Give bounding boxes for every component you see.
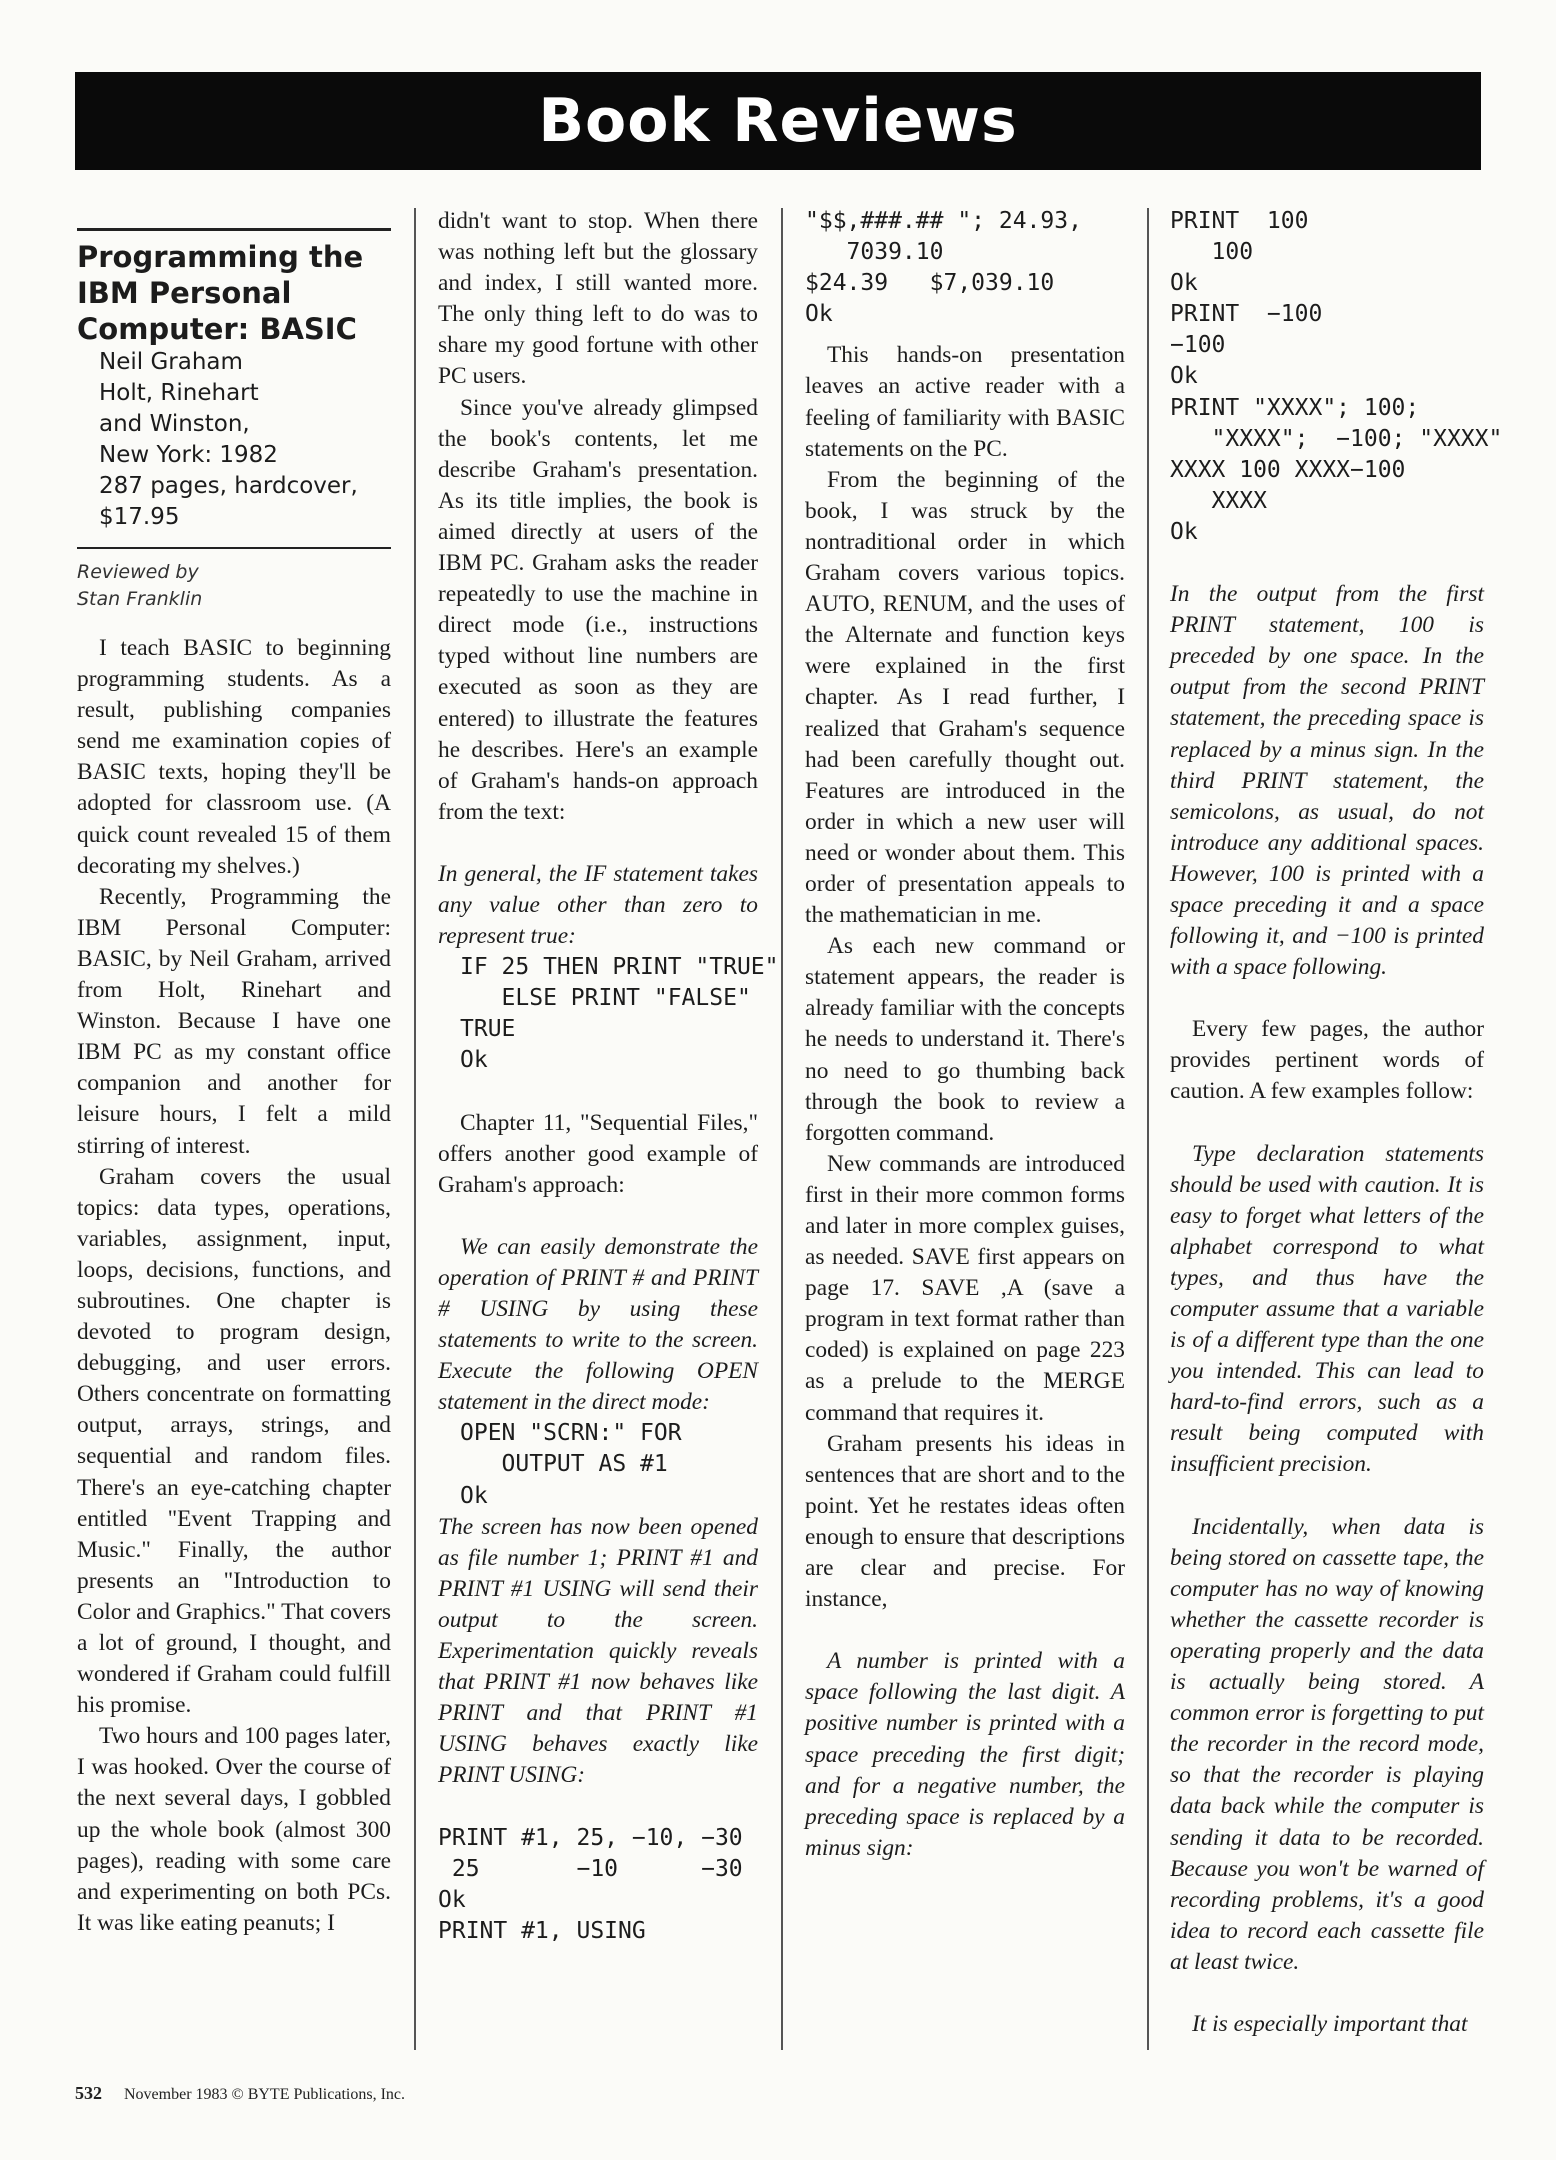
paragraph: New commands are introduced first in their more common forms and later in more complex guises, as needed. SAVE first appears on page 17. SAVE ,A (save a program in text format rather than coded) is explained on page 223 as a prelude to the MERGE command that requires it. <box>805 1150 1125 1426</box>
quote-paragraph: In the output from the first PRINT statement, 100 is preceded by one space. In the output from the second PRINT statement, the preceding space is replaced by a minus sign. In the third PRINT statement, the semicolons, as usual, do not introduce any additional spaces. However, 100 is printed with a space preceding it and a space following it, and −100 is printed with a space following. <box>1170 581 1484 981</box>
quote-paragraph: A number is printed with a space following the last digit. A positive number is printed with a space preceding the first digit; and for a negative number, the preceding space is replaced by a minus sign: <box>805 1648 1125 1861</box>
paragraph: Every few pages, the author provides pertinent words of caution. A few examples follow: <box>1170 1016 1484 1105</box>
paragraph: Since you've already glimpsed the book's contents, let me describe Graham's presentation. As its title implies, the book is aimed directly at users of the IBM PC. Graham asks the reader repeatedly to use the machine in direct mode (i.e., instructions typed without line numbers are executed as soon as they are entered) to illustrate the features he describes. Here's an example of Graham's hands-on approach from the text: <box>438 394 758 825</box>
column-divider <box>1147 208 1149 2050</box>
paragraph: Recently, Programming the IBM Personal Computer: BASIC, by Neil Graham, arrived from Holt, Rinehart and Winston. Because I have one IBM PC as my constant office companion and another for leisure hours, I felt a mild stirring of interest. <box>77 883 391 1159</box>
book-publisher: Holt, Rinehart <box>99 380 259 406</box>
quote-paragraph: Type declaration statements should be used with caution. It is easy to forget what letters of the alphabet correspond to what types, and thus have the computer assume that a variable is of a different type than the one you intended. This can lead to hard-to-find errors, such as a result being computed with insufficient precision. <box>1170 1140 1484 1478</box>
section-title: Book Reviews <box>538 86 1018 156</box>
paragraph: Graham presents his ideas in sentences that are short and to the point. Yet he restates ideas often enough to ensure that descriptions are clear and precise. For instance, <box>805 1430 1125 1613</box>
book-publisher: and Winston, <box>99 411 250 437</box>
column-3 <box>805 206 1125 2015</box>
footer-credit: November 1983 © BYTE Publications, Inc. <box>124 2086 405 2103</box>
column-divider <box>414 208 416 2050</box>
book-place-year: New York: 1982 <box>99 442 278 468</box>
book-price: $17.95 <box>99 504 180 530</box>
paragraph: Two hours and 100 pages later, I was hooked. Over the course of the next several days, I gobbled up the whole book (almost 300 pages), reading with some care and experimenting on both PCs. It was like eating peanuts; I <box>77 1723 391 1936</box>
paragraph: As each new command or statement appears, the reader is already familiar with the concepts he needs to understand it. There's no need to go thumbing back through the book to review a forgotten command. <box>805 933 1125 1146</box>
quote-paragraph: Incidentally, when data is being stored on cassette tape, the computer has no way of knowing whether the cassette recorder is operating properly and the data is actually being stored. A common error is forgetting to put the recorder in the record mode, so that the recorder is playing data back while the computer is sending it data to be recorded. Because you won't be warned of recording problems, it's a good idea to record each cassette file at least twice. <box>1170 1513 1484 1975</box>
page-number: 532 <box>75 2083 102 2103</box>
code-listing: PRINT #1, 25, −10, −30 25 −10 −30 Ok PRINT #1, USING <box>438 1824 743 1944</box>
reviewer-credit <box>77 559 391 613</box>
book-author: Neil Graham <box>99 349 243 375</box>
code-listing: OPEN "SCRN:" FOR OUTPUT AS #1 Ok <box>460 1420 682 1509</box>
column-2 <box>438 206 779 2015</box>
page-footer <box>75 2083 405 2104</box>
code-listing: IF 25 THEN PRINT "TRUE" ELSE PRINT "FALSE" TRUE Ok <box>460 954 779 1074</box>
paragraph: I teach BASIC to beginning programming students. As a result, publishing companies send me examination copies of BASIC texts, hoping they'll be adopted for classroom use. (A quick count revealed 15 of them decorating my shelves.) <box>77 635 391 879</box>
book-box-top-rule <box>77 228 391 231</box>
column-1 <box>77 206 391 2015</box>
quote-paragraph: It is especially important that <box>1192 2010 1468 2037</box>
section-banner <box>75 72 1481 170</box>
paragraph: From the beginning of the book, I was struck by the nontraditional order in which Graham covers various topics. AUTO, RENUM, and the uses of the Alternate and function keys were explained in the first chapter. As I read further, I realized that Graham's sequence had been carefully thought out. Features are introduced in the order in which a new user will need or wonder about them. This order of presentation appeals to the mathematician in me. <box>805 466 1125 929</box>
paragraph: didn't want to stop. When there was nothing left but the glossary and index, I still wanted more. The only thing left to do was to share my good fortune with other PC users. <box>438 208 758 390</box>
column-4 <box>1170 206 1503 2037</box>
paragraph: Graham covers the usual topics: data types, operations, variables, assignment, input, loops, decisions, functions, and subroutines. One chapter is devoted to program design, debugging, and user errors. Others concentrate on formatting output, arrays, strings, and sequential and random files. There's an eye-catching chapter entitled "Event Trapping and Music." Finally, the author presents an "Introduction to Color and Graphics." That covers a lot of ground, I thought, and wondered if Graham could fulfill his promise. <box>77 1163 391 1719</box>
reviewer-name: Stan Franklin <box>77 588 203 610</box>
quote-paragraph: The screen has now been opened as file number 1; PRINT #1 and PRINT #1 USING will send their output to the screen. Experimentation quickly reveals that PRINT #1 now behaves like PRINT and that PRINT #1 USING behaves exactly like PRINT USING: <box>438 1513 758 1789</box>
book-pages: 287 pages, hardcover, <box>99 473 358 499</box>
code-listing: PRINT 100 100 Ok PRINT −100 −100 Ok PRINT "XXXX"; 100; "XXXX"; −100; "XXXX" XXXX 100 XXXX−100 XXXX Ok <box>1170 208 1503 545</box>
paragraph: Chapter 11, "Sequential Files," offers another good example of Graham's approach: <box>438 1109 758 1198</box>
paragraph: This hands-on presentation leaves an active reader with a feeling of familiarity with BASIC statements on the PC. <box>805 342 1125 462</box>
book-info-box <box>77 228 391 613</box>
reviewer-label: Reviewed by <box>77 561 199 583</box>
quote-paragraph: We can easily demonstrate the operation of PRINT # and PRINT # USING by using these statements to write to the screen. Execute the following OPEN statement in the direct mode: <box>438 1233 758 1416</box>
quote-paragraph: In general, the IF statement takes any value other than zero to represent true: <box>438 860 758 950</box>
column-divider <box>781 208 783 2050</box>
book-box-bottom-rule <box>77 547 391 549</box>
book-title: Programming the IBM Personal Computer: BASIC <box>77 240 364 346</box>
code-listing: "$$,###.## "; 24.93, 7039.10 $24.39 $7,039.10 Ok <box>805 208 1082 328</box>
